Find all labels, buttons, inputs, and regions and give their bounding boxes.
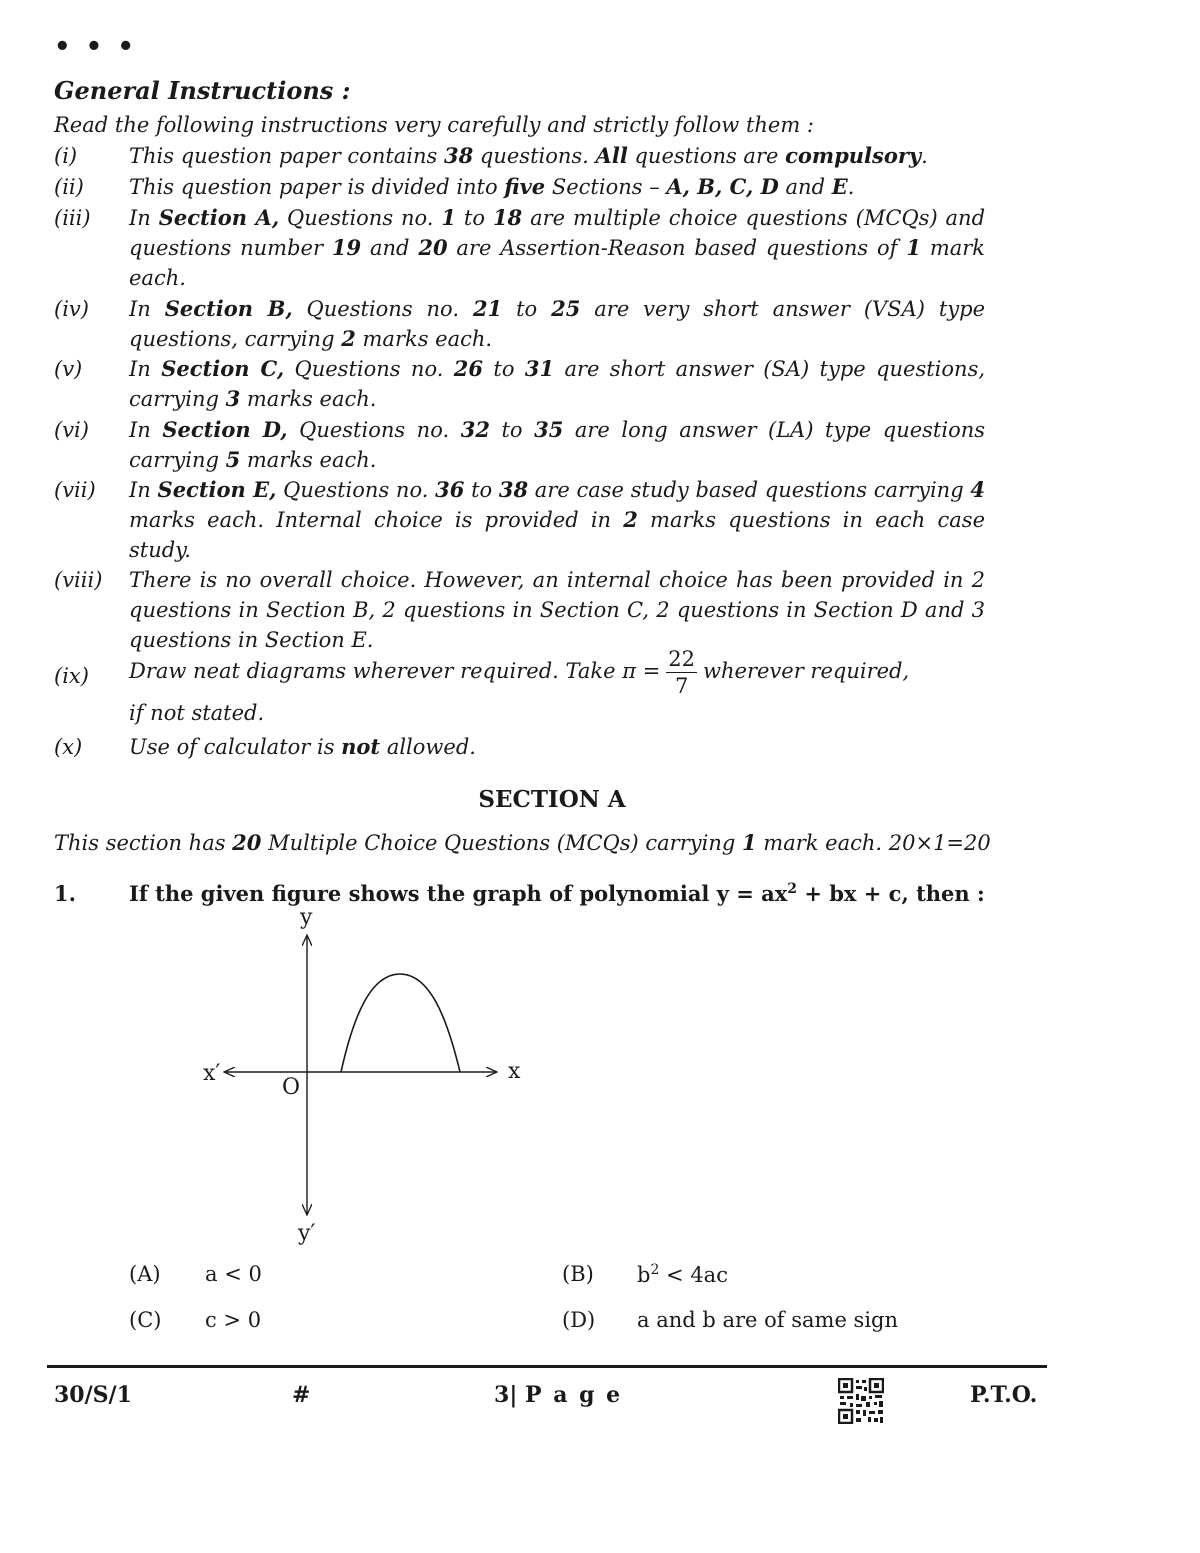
option-b-text: $b^2 < 4ac$ (637, 1262, 728, 1287)
footer-divider (47, 1365, 1047, 1368)
instruction-number: (vii) (54, 478, 96, 502)
parabola-graph (190, 900, 550, 1250)
instruction-item-1: This question paper contains 38 questions. All questions are compulsory. (129, 143, 928, 168)
option-b-key: (B) (562, 1262, 594, 1286)
instruction-number: (iii) (54, 206, 91, 230)
option-c-text: c > 0 (205, 1308, 262, 1332)
instruction-item-9-continued: if not stated. (129, 701, 265, 725)
instruction-item-4: In Section B, Questions no. 21 to 25 are very short answer (VSA) type questions, carrying 2 marks each. (129, 296, 986, 351)
hash-mark: # (292, 1382, 311, 1408)
section-description: This section has 20 Multiple Choice Questions (MCQs) carrying 1 mark each. 20×1=20 (54, 830, 991, 855)
x-prime-label: x′ (203, 1061, 221, 1086)
page-number: 3| P a g e (494, 1382, 623, 1408)
qr-code-icon (838, 1378, 884, 1424)
instruction-number: (x) (54, 735, 83, 759)
option-a-key: (A) (129, 1262, 161, 1286)
y-axis-label: y (300, 905, 313, 930)
instruction-number: (vi) (54, 418, 89, 442)
instruction-number: (iv) (54, 297, 89, 321)
option-d-text: a and b are of same sign (637, 1308, 899, 1332)
instruction-item-5: In Section C, Questions no. 26 to 31 are short answer (SA) type questions, carrying 3 marks each. (129, 356, 986, 411)
please-turn-over: P.T.O. (970, 1382, 1038, 1408)
y-prime-label: y′ (298, 1221, 316, 1246)
option-c-key: (C) (129, 1308, 162, 1332)
section-title: SECTION A (478, 786, 626, 813)
origin-label: O (282, 1075, 301, 1100)
instruction-item-6: In Section D, Questions no. 32 to 35 are long answer (LA) type questions carrying 5 marks each. (129, 417, 986, 472)
page-continuation-dots: • • • (54, 32, 137, 62)
parabola-curve (341, 974, 460, 1072)
question-text: If the given figure shows the graph of polynomial $y = ax^2$ + bx + c, then : (129, 881, 985, 906)
instructions-intro: Read the following instructions very carefully and strictly follow them : (54, 113, 814, 137)
instruction-item-10: Use of calculator is not allowed. (129, 734, 476, 759)
instruction-item-7: In Section E, Questions no. 36 to 38 are case study based questions carrying 4 marks each. Internal choice is provided in 2 marks questions in each case study. (129, 477, 985, 562)
instruction-number: (viii) (54, 568, 103, 592)
instruction-number: (i) (54, 144, 78, 168)
option-a-text: a < 0 (205, 1262, 262, 1286)
instructions-heading: General Instructions : (54, 76, 351, 105)
instruction-item-2: This question paper is divided into five Sections – A, B, C, D and E. (129, 174, 855, 199)
instruction-number: (v) (54, 357, 83, 381)
pi-fraction: $\frac{22}{7}$ (668, 647, 696, 698)
paper-code: 30/S/1 (54, 1382, 132, 1408)
instruction-item-8: There is no overall choice. However, an internal choice has been provided in 2 questions in Section B, 2 questions in Section C, 2 questions in Section D and 3 questions in Section E. (129, 568, 985, 652)
x-axis-label: x (508, 1059, 521, 1084)
option-d-key: (D) (562, 1308, 596, 1332)
question-number: 1. (54, 881, 76, 906)
instruction-number: (ii) (54, 175, 84, 199)
instruction-item-3: In Section A, Questions no. 1 to 18 are multiple choice questions (MCQs) and questions number 19 and 20 are Assertion-Reason based questions of 1 mark each. (129, 205, 986, 290)
instruction-number: (ix) (54, 664, 89, 688)
instruction-item-9: Draw neat diagrams wherever required. Take π = $\frac{22}{7}$ wherever required, (129, 647, 910, 698)
